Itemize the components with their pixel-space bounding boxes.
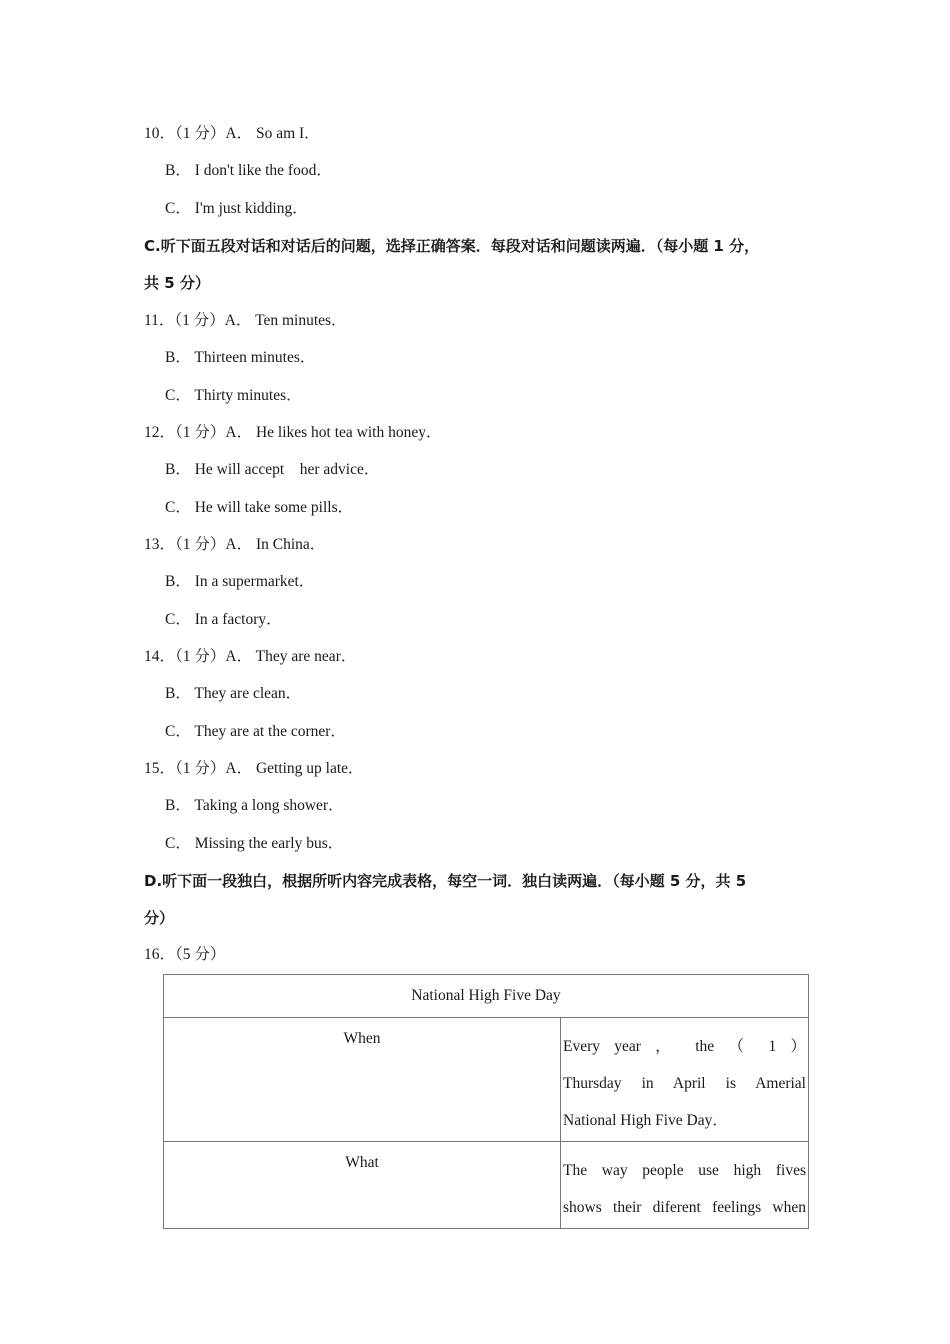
table-row xyxy=(164,1142,809,1229)
q14-stem: 14．（1 分）A． They are near． xyxy=(144,648,357,665)
q11-option-c[interactable]: C． Thirty minutes． xyxy=(165,387,302,404)
q14-option-c[interactable]: C． They are at the corner． xyxy=(165,723,346,740)
when-line-2: Thursday in April is Amerial xyxy=(563,1075,806,1092)
q13-option-b[interactable]: B． In a supermarket． xyxy=(165,573,315,590)
q15-stem: 15．（1 分）A． Getting up late． xyxy=(144,760,364,777)
q12-stem: 12．（1 分）A． He likes hot tea with honey． xyxy=(144,424,442,441)
q11-stem: 11．（1 分）A． Ten minutes． xyxy=(144,312,347,329)
what-line-2: shows their diferent feelings when xyxy=(563,1199,806,1216)
q15-option-c[interactable]: C． Missing the early bus． xyxy=(165,835,344,852)
answer-table xyxy=(163,974,809,1229)
section-c-heading: C.听下面五段对话和对话后的问题，选择正确答案．每段对话和问题读两遍．（每小题 1 分， xyxy=(144,237,760,255)
q15-option-b[interactable]: B． Taking a long shower． xyxy=(165,797,344,814)
table-row xyxy=(164,1018,809,1142)
section-c-heading-cont: 共 5 分） xyxy=(144,274,210,292)
row-content-when xyxy=(561,1018,809,1142)
section-d-heading-cont: 分） xyxy=(144,909,175,927)
row-label-what: What xyxy=(164,1142,561,1229)
when-line-3: National High Five Day． xyxy=(563,1112,728,1129)
section-d-heading: D.听下面一段独白，根据所听内容完成表格，每空一词．独白读两遍．（每小题 5 分，共 5 xyxy=(144,872,747,890)
row-content-what xyxy=(561,1142,809,1229)
q10-stem: 10．（1 分）A． So am I． xyxy=(144,125,320,142)
q11-option-b[interactable]: B． Thirteen minutes． xyxy=(165,349,316,366)
what-line-1: The way people use high fives xyxy=(563,1162,806,1179)
row-label-when: When xyxy=(164,1018,561,1142)
q13-option-c[interactable]: C． In a factory． xyxy=(165,611,282,628)
table-title: National High Five Day xyxy=(164,975,809,1018)
q14-option-b[interactable]: B． They are clean． xyxy=(165,685,302,702)
when-line-1: Every year ， the （ 1 ） xyxy=(563,1038,806,1055)
q10-option-c[interactable]: C． I'm just kidding． xyxy=(165,200,308,217)
q16-stem: 16．（5 分） xyxy=(144,946,226,963)
q10-option-b[interactable]: B． I don't like the food． xyxy=(165,162,332,179)
q12-option-b[interactable]: B． He will accept her advice． xyxy=(165,461,380,478)
q13-stem: 13．（1 分）A． In China． xyxy=(144,536,326,553)
q12-option-c[interactable]: C． He will take some pills． xyxy=(165,499,354,516)
